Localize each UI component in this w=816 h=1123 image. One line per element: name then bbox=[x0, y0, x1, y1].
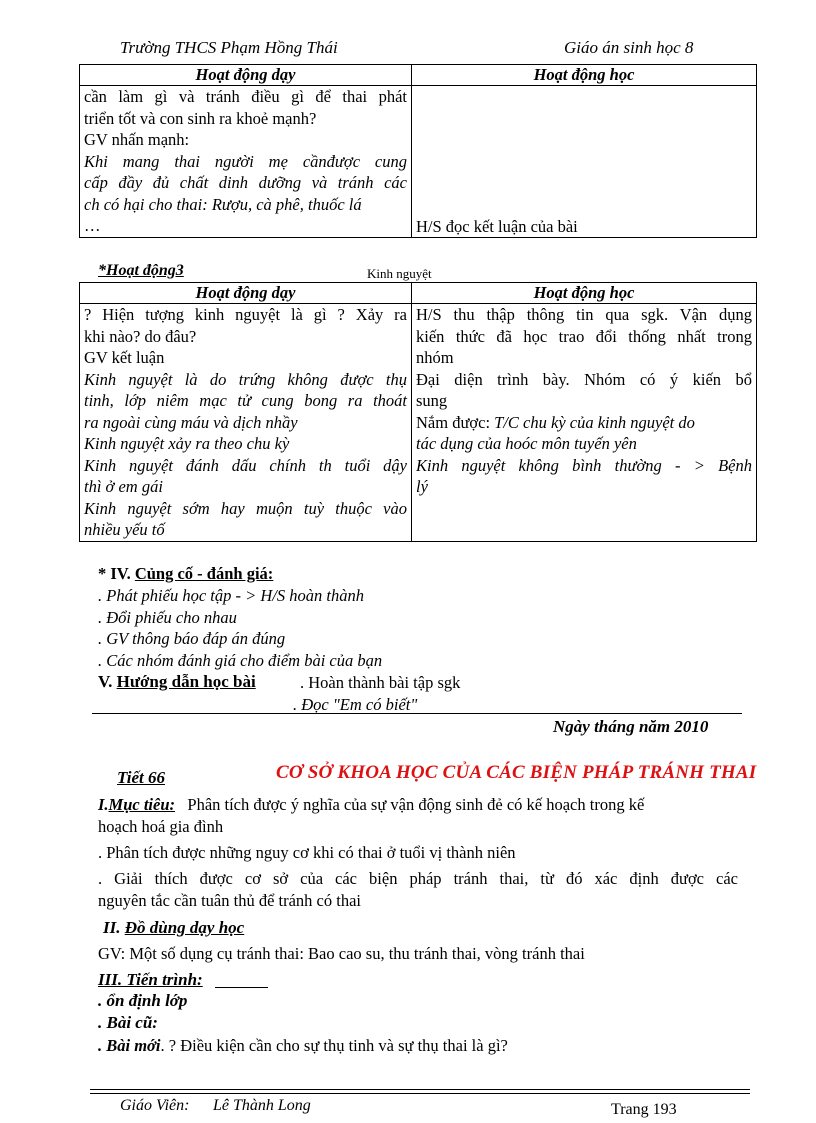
section4-item: . Các nhóm đánh giá cho điểm bài của bạn bbox=[98, 651, 383, 670]
objectives-text: Phân tích được ý nghĩa của sự vận động sinh đẻ có kế hoạch trong kế bbox=[187, 795, 645, 814]
table2-right-line bbox=[416, 412, 752, 434]
activity3-label: *Hoạt động3 bbox=[98, 262, 184, 279]
table2-left-line: Kinh nguyệt sớm hay muộn tuỳ thuộc vào bbox=[84, 498, 407, 518]
table2-right-line: sung bbox=[416, 391, 448, 410]
materials-prefix: II. bbox=[103, 918, 121, 937]
heading-underline bbox=[215, 987, 268, 988]
section5-title: Hướng dẫn học bài bbox=[116, 672, 256, 691]
objectives-line: nguyên tắc cần tuân thủ để tránh có thai bbox=[98, 891, 361, 910]
section4-title: Củng cố - đánh giá: bbox=[134, 564, 274, 583]
footer-rule bbox=[90, 1089, 750, 1090]
table2-right-line: kiến thức đã học trao đổi thống nhất trong bbox=[416, 326, 752, 346]
table2-right-line: lý bbox=[416, 477, 428, 496]
table2-left-line: ? Hiện tượng kinh nguyệt là gì ? Xảy ra bbox=[84, 305, 407, 324]
footer-teacher-name: Lê Thành Long bbox=[213, 1097, 311, 1114]
activity-table-2 bbox=[79, 282, 757, 542]
table2-left-line: tinh, lớp niêm mạc tử cung bong ra thoát bbox=[84, 391, 407, 410]
table2-left-line: nhiều yếu tố bbox=[84, 520, 165, 539]
process-step: . Bài cũ: bbox=[98, 1013, 158, 1032]
table1-learning-cell bbox=[412, 86, 757, 238]
section4-item: . Đổi phiếu cho nhau bbox=[98, 608, 237, 627]
footer-page: Trang 193 bbox=[611, 1101, 677, 1118]
footer-teacher-label: Giáo Viên: bbox=[120, 1097, 190, 1114]
footer-rule bbox=[90, 1093, 750, 1094]
table1-left-line: triển tốt và con sinh ra khoẻ mạnh? bbox=[84, 108, 317, 128]
section5-prefix: V. bbox=[98, 672, 113, 691]
section4-item: . Phát phiếu học tập - > H/S hoàn thành bbox=[98, 586, 364, 605]
section5-item: . Đọc "Em có biết" bbox=[293, 695, 418, 714]
table2-header-teaching: Hoạt động dạy bbox=[80, 283, 412, 304]
table2-left-line: GV kết luận bbox=[84, 348, 165, 367]
table2-right-line: H/S thu thập thông tin qua sgk. Vận dụng bbox=[416, 305, 752, 324]
table1-left-line: Khi mang thai người mẹ cầnđược cung bbox=[84, 151, 407, 171]
activity-table-1 bbox=[79, 64, 757, 238]
materials-heading bbox=[103, 918, 244, 938]
table1-left-line: cần làm gì và tránh điều gì để thai phát bbox=[84, 87, 407, 106]
objectives-prefix: I. bbox=[98, 795, 109, 814]
date-line: Ngày tháng năm 2010 bbox=[553, 717, 709, 736]
table1-left-line: GV nhấn mạnh: bbox=[84, 130, 190, 149]
table2-left-line: Kinh nguyệt xảy ra theo chu kỳ bbox=[84, 434, 290, 453]
table1-left-line: cấp đầy đủ chất dinh dưỡng và tránh các bbox=[84, 173, 407, 192]
table1-left-line: … bbox=[84, 216, 101, 235]
section5-item: . Hoàn thành bài tập sgk bbox=[300, 673, 461, 692]
table1-header-learning: Hoạt động học bbox=[412, 65, 757, 86]
section4-heading bbox=[98, 564, 273, 584]
process-step3-text: . ? Điều kiện cần cho sự thụ tinh và sự thụ thai là gì? bbox=[160, 1036, 508, 1055]
objectives-line1 bbox=[98, 795, 738, 815]
section4-prefix: * IV. bbox=[98, 564, 131, 583]
table2-header-learning: Hoạt động học bbox=[412, 283, 757, 304]
table1-right-text: H/S đọc kết luận của bài bbox=[416, 216, 578, 236]
divider bbox=[92, 713, 742, 714]
process-step3 bbox=[98, 1036, 508, 1056]
table2-left-line: Kinh nguyệt đánh dấu chính th tuổi dậy bbox=[84, 455, 407, 475]
lesson-number: Tiết 66 bbox=[117, 768, 165, 787]
table2-right-line: nhóm bbox=[416, 348, 454, 367]
process-step: . ổn định lớp bbox=[98, 991, 188, 1010]
process-heading: III. Tiến trình: bbox=[98, 970, 203, 989]
table2-learning-cell bbox=[412, 304, 757, 542]
subject-title: Giáo án sinh học 8 bbox=[564, 38, 694, 57]
materials-text: GV: Một số dụng cụ tránh thai: Bao cao su, thu tránh thai, vòng tránh thai bbox=[98, 944, 585, 963]
table2-right-line: Đại diện trình bày. Nhóm có ý kiến bổ bbox=[416, 369, 752, 389]
objectives-line: hoạch hoá gia đình bbox=[98, 817, 224, 836]
lesson-title: CƠ SỞ KHOA HỌC CỦA CÁC BIỆN PHÁP TRÁNH THAI bbox=[276, 762, 757, 783]
activity3-topic: Kinh nguyệt bbox=[367, 266, 432, 281]
table2-right-italic: T/C chu kỳ của kinh nguyệt do bbox=[494, 412, 695, 432]
table2-left-line: thì ở em gái bbox=[84, 477, 163, 496]
table2-left-line: Kinh nguyệt là do trứng không được thụ bbox=[84, 369, 407, 389]
table2-left-line: khi nào? do đâu? bbox=[84, 326, 197, 346]
school-name: Trường THCS Phạm Hồng Thái bbox=[120, 38, 338, 57]
section5-heading bbox=[98, 672, 256, 692]
table2-right-prefix: Nắm được: bbox=[416, 412, 495, 432]
table2-right-line: tác dụng của hoóc môn tuyến yên bbox=[416, 434, 637, 453]
section4-item: . GV thông báo đáp án đúng bbox=[98, 629, 286, 648]
objectives-line: . Giải thích được cơ sở của các biện pháp tránh thai, từ đó xác định được các bbox=[98, 869, 738, 888]
table2-left-line: ra ngoài cùng máu và dịch nhầy bbox=[84, 412, 298, 432]
table2-teaching-cell bbox=[80, 304, 412, 542]
objectives-line: . Phân tích được những nguy cơ khi có thai ở tuổi vị thành niên bbox=[98, 843, 516, 862]
table2-right-line: Kinh nguyệt không bình thường - > Bệnh bbox=[416, 455, 752, 475]
materials-label: Đồ dùng dạy học bbox=[124, 918, 245, 937]
objectives-label: Mục tiêu: bbox=[108, 795, 176, 814]
table1-header-teaching: Hoạt động dạy bbox=[80, 65, 412, 86]
table1-teaching-cell bbox=[80, 86, 412, 238]
table1-left-line: ch có hại cho thai: Rượu, cà phê, thuốc lá bbox=[84, 194, 362, 214]
process-step3-label: . Bài mới bbox=[98, 1036, 161, 1055]
